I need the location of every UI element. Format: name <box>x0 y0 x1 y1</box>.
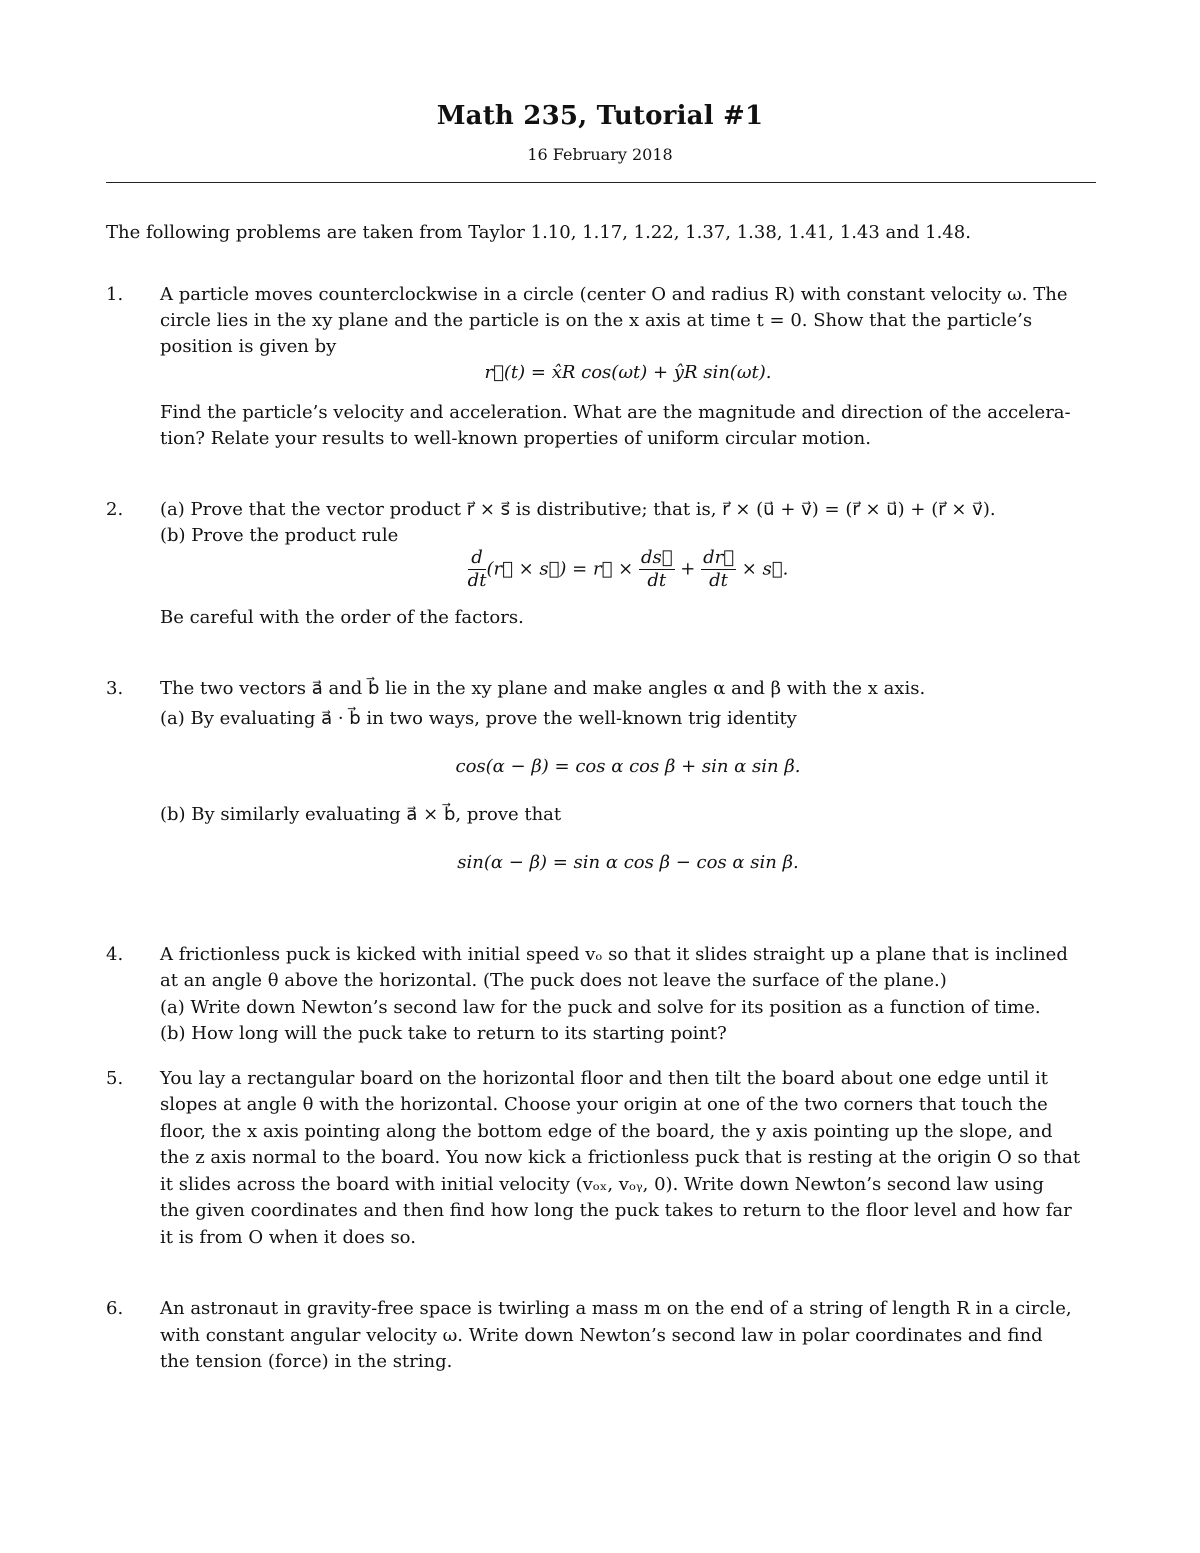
problem-text-line: An astronaut in gravity-free space is twirling a mass m on the end of a string of length R in a circle, <box>160 1298 1072 1319</box>
problem-text-line: (a) Write down Newton’s second law for the puck and solve for its position as a function of time. <box>160 997 1041 1018</box>
problem-text-line: (b) By similarly evaluating a⃗ × b⃗, prove that <box>160 804 562 825</box>
fraction-d-dt <box>468 547 487 592</box>
frac-numerator: dr⃗ <box>703 547 734 568</box>
problem-text-line: (a) Prove that the vector product r⃗ × s⃗ is distributive; that is, r⃗ × (u⃗ + v⃗) = (r⃗ × u⃗) + (r⃗ × v⃗). <box>160 499 996 520</box>
problem-text-line: A particle moves counterclockwise in a circle (center O and radius R) with constant velocity ω. The <box>160 284 1068 305</box>
problem-number: 1. <box>106 284 124 305</box>
page-title: Math 235, Tutorial #1 <box>436 101 764 131</box>
problem-number: 5. <box>106 1068 124 1089</box>
problem-text-line: slopes at angle θ with the horizontal. Choose your origin at one of the two corners that touch the <box>160 1094 1048 1115</box>
frac-denominator: dt <box>709 570 728 591</box>
frac-denominator: dt <box>647 570 667 591</box>
sin-identity-equation: sin(α − β) = sin α cos β − cos α sin β. <box>457 852 799 873</box>
problem-text-line: Find the particle’s velocity and acceleration. What are the magnitude and direction of the accelera- <box>160 402 1071 423</box>
problem-number: 6. <box>106 1298 124 1319</box>
fraction-dr-dt <box>701 547 736 592</box>
problem-text-line: (b) Prove the product rule <box>160 525 399 546</box>
cos-identity-equation: cos(α − β) = cos α cos β + sin α sin β. <box>455 756 801 777</box>
header-rule <box>106 182 1096 183</box>
intro-paragraph: The following problems are taken from Taylor 1.10, 1.17, 1.22, 1.37, 1.38, 1.41, 1.43 and 1.48. <box>106 222 971 243</box>
problem-text-line: (b) How long will the puck take to return to its starting point? <box>160 1023 727 1044</box>
problem-text-line: (a) By evaluating a⃗ · b⃗ in two ways, prove the well-known trig identity <box>160 708 797 729</box>
problem-text-line: it slides across the board with initial velocity (vₒₓ, vₒᵧ, 0). Write down Newton’s second law using <box>160 1174 1044 1195</box>
problem-text-line: the z axis normal to the board. You now kick a frictionless puck that is resting at the origin O so that <box>160 1147 1081 1168</box>
frac-numerator: d <box>468 547 487 570</box>
position-equation: r⃗(t) = x̂R cos(ωt) + ŷR sin(ωt). <box>484 362 772 383</box>
problem-text-line: floor, the x axis pointing along the bottom edge of the board, the y axis pointing up the slope, and <box>160 1121 1053 1142</box>
problem-text-line: A frictionless puck is kicked with initial speed vₒ so that it slides straight up a plane that is inclined <box>160 944 1068 965</box>
problem-text-line: The two vectors a⃗ and b⃗ lie in the xy plane and make angles α and β with the x axis. <box>160 678 926 699</box>
equation-plus: + <box>680 558 696 580</box>
problem-text-line: You lay a rectangular board on the horizontal floor and then tilt the board about one edge until it <box>160 1068 1048 1089</box>
equation-tail: × s⃗. <box>741 558 789 580</box>
problem-text-line: Be careful with the order of the factors. <box>160 607 524 628</box>
date-line: 16 February 2018 <box>527 145 673 164</box>
frac-numerator: ds⃗ <box>640 547 673 568</box>
problem-text-line: circle lies in the xy plane and the particle is on the x axis at time t = 0. Show that the particle’s <box>160 310 1033 331</box>
product-rule-equation <box>160 547 1096 592</box>
problem-text-line: at an angle θ above the horizontal. (The puck does not leave the surface of the plane.) <box>160 970 947 991</box>
problem-text-line: with constant angular velocity ω. Write down Newton’s second law in polar coordinates and find <box>160 1325 1043 1346</box>
problem-number: 3. <box>106 678 124 699</box>
problem-text-line: tion? Relate your results to well-known properties of uniform circular motion. <box>160 428 871 449</box>
problem-number: 4. <box>106 944 124 965</box>
equation-lhs: (r⃗ × s⃗) = r⃗ × <box>486 558 634 580</box>
problem-text-line: it is from O when it does so. <box>160 1227 416 1248</box>
problem-text-line: position is given by <box>160 336 337 357</box>
problem-text-line: the tension (force) in the string. <box>160 1351 453 1372</box>
fraction-ds-dt <box>639 547 675 592</box>
frac-denominator: dt <box>467 570 487 591</box>
problem-text-line: the given coordinates and then find how long the puck takes to return to the floor level and how far <box>160 1200 1072 1221</box>
problem-number: 2. <box>106 499 124 520</box>
